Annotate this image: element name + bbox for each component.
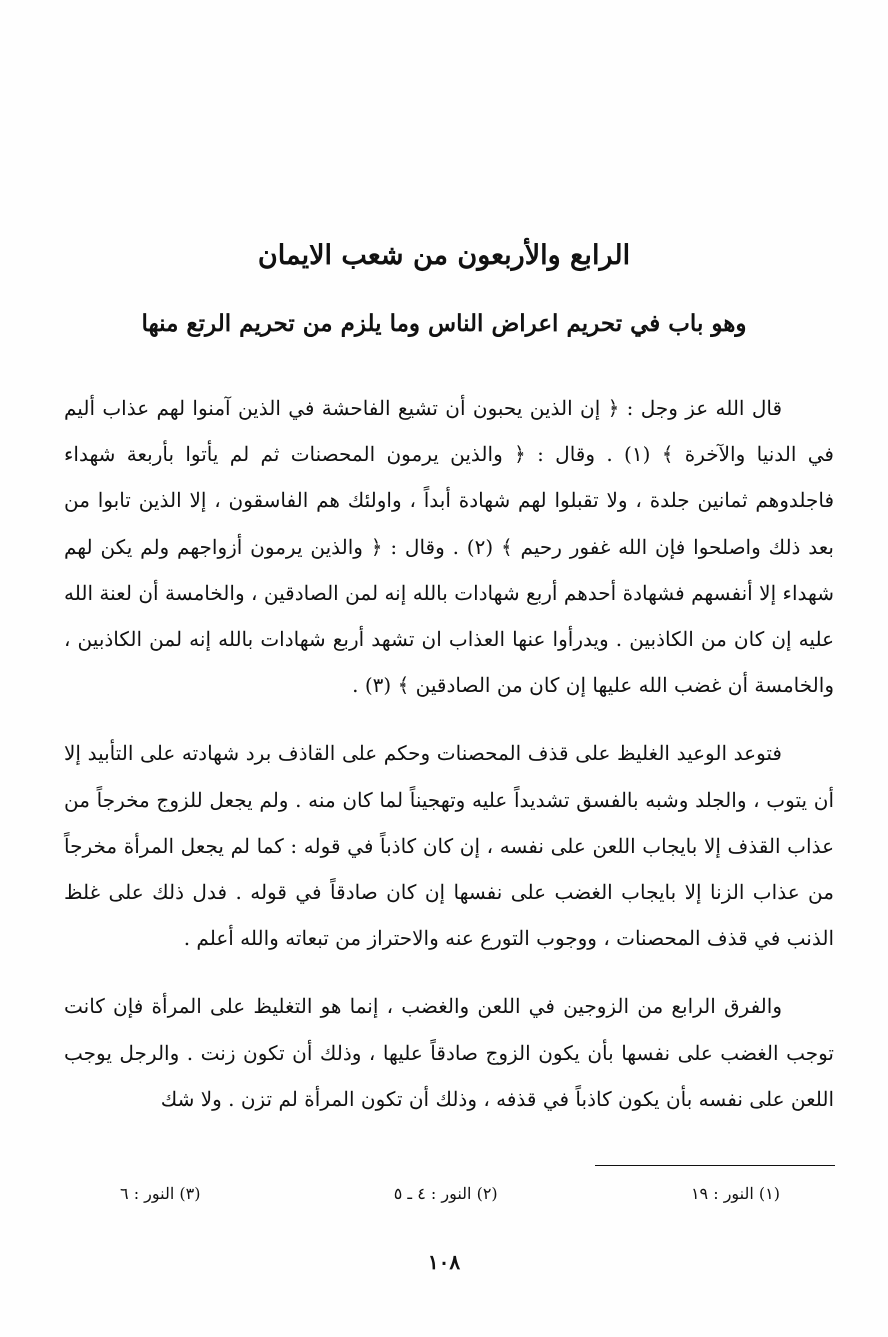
paragraph-commentary: فتوعد الوعيد الغليظ على قذف المحصنات وحكم على القاذف برد شهادته على التأبيد إلا أن يتوب ، والجلد وشبه بالفسق تشديداً عليه وتهجيناً لما كان منه . ولم يجعل للزوج مخرجاً من عذاب القذف إلا بايجاب اللعن على نفسه ، إن كان كاذباً في قوله : كما لم يجعل المرأة مخرجاً من عذاب الزنا إلا بايجاب الغضب على نفسها إن كان صادقاً في قوله . فدل ذلك على غلظ الذنب في قذف المحصنات ، ووجوب التورع عنه والاحتراز من تبعاته والله أعلم . [64,741,834,951]
footnote-2: (٢) النور : ٤ ـ ٥ [393,1184,498,1203]
footnote-3: (٣) النور : ٦ [120,1184,201,1203]
footnote-1: (١) النور : ١٩ [690,1184,780,1203]
footnotes [120,1182,780,1206]
footnote-divider [595,1165,835,1166]
chapter-subtitle: وهو باب في تحريم اعراض الناس وما يلزم من تحريم الرتع منها [141,310,747,337]
paragraph-quran-verses: قال الله عز وجل : ﴿ إن الذين يحبون أن تشيع الفاحشة في الذين آمنوا لهم عذاب أليم في الدنيا والآخرة ﴾ (١) . وقال : ﴿ والذين يرمون المحصنات ثم لم يأتوا بأربعة شهداء فاجلدوهم ثمانين جلدة ، ولا تقبلوا لهم شهادة أبداً ، واولئك هم الفاسقون ، إلا الذين تابوا من بعد ذلك واصلحوا فإن الله غفور رحيم ﴾ (٢) . وقال : ﴿ والذين يرمون أزواجهم ولم يكن لهم شهداء إلا أنفسهم فشهادة أحدهم أربع شهادات بالله إنه لمن الصادقين ، والخامسة أن لعنة الله عليه إن كان من الكاذبين . ويدرأوا عنها العذاب ان تشهد أربع شهادات بالله إنه لمن الكاذبين ، والخامسة أن غضب الله عليها إن كان من الصادقين ﴾ (٣) . [64,396,835,698]
page-number: ١٠٨ [427,1250,461,1274]
paragraph-difference: والفرق الرابع من الزوجين في اللعن والغضب ، إنما هو التغليظ على المرأة فإن كانت توجب الغضب على نفسها بأن يكون الزوج صادقاً عليها ، وذلك أن تكون زنت . والرجل يوجب اللعن على نفسه بأن يكون كاذباً في قذفه ، وذلك أن تكون المرأة لم تزن . ولا شك [64,994,834,1111]
body-text [64,385,834,1144]
chapter-title: الرابع والأربعون من شعب الايمان [257,240,631,271]
